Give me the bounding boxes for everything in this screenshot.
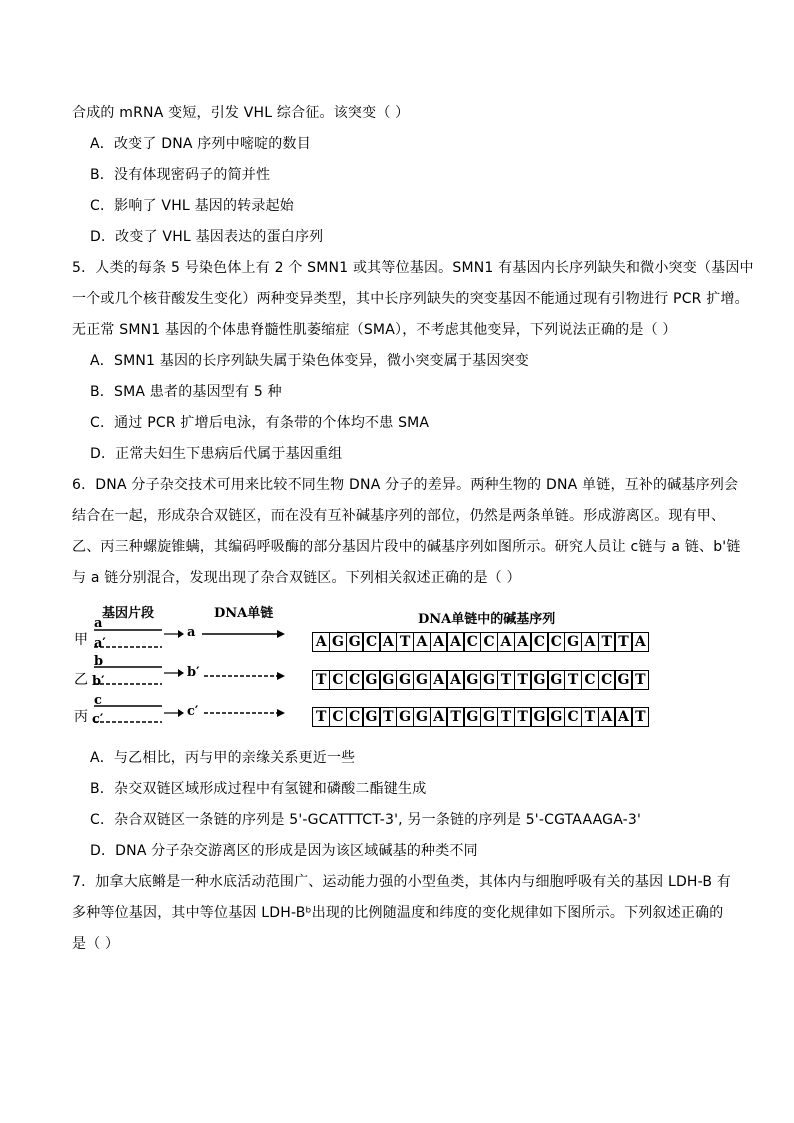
q5-option-c: C．通过 PCR 扩增后电泳，有条带的个体均不患 SMA: [90, 415, 430, 431]
strand-label-top: c: [94, 693, 102, 708]
q7-stem-line: 是（ ）: [72, 936, 120, 952]
base-box: T: [514, 707, 532, 727]
base-box: A: [430, 707, 448, 727]
sequence-row-jia: [312, 632, 648, 652]
dna-hybridization-diagram: [72, 600, 646, 740]
base-box: C: [346, 670, 364, 690]
q5-option-a: A．SMN1 基因的长序列缺失属于染色体变异，微小突变属于基因突变: [90, 353, 529, 369]
base-box: G: [463, 670, 481, 690]
base-box: C: [329, 670, 347, 690]
base-box: G: [413, 707, 431, 727]
base-box: G: [396, 707, 414, 727]
q6-stem-line: 6．DNA 分子杂交技术可用来比较不同生物 DNA 分子的差异。两种生物的 DNA 单链，互补的碱基序列会: [72, 477, 739, 493]
base-box: C: [362, 632, 380, 652]
base-box: C: [480, 632, 498, 652]
base-box: T: [312, 670, 330, 690]
strand-label-top: a: [94, 616, 103, 631]
q4-option-c: C．影响了 VHL 基因的转录起始: [90, 198, 294, 214]
q4-option-a: A．改变了 DNA 序列中嘧啶的数目: [90, 136, 311, 152]
base-box: A: [379, 632, 397, 652]
base-box: G: [463, 707, 481, 727]
base-box: T: [379, 707, 397, 727]
base-box: A: [312, 632, 330, 652]
q6-option-a: A．与乙相比，丙与甲的亲缘关系更近一些: [90, 750, 356, 766]
header-single-strand: DNA单链: [214, 606, 274, 621]
q4-stem: 合成的 mRNA 变短，引发 VHL 综合征。该突变（ ）: [72, 105, 410, 121]
base-box: C: [530, 632, 548, 652]
base-box: C: [463, 632, 481, 652]
q4-option-d: D．改变了 VHL 基因表达的蛋白序列: [90, 229, 324, 245]
q5-option-b: B．SMA 患者的基因型有 5 种: [90, 384, 282, 400]
base-box: T: [514, 670, 532, 690]
q6-stem-line: 乙、丙三种螺旋锥螨，其编码呼吸酶的部分基因片段中的碱基序列如图所示。研究人员让 c链与 a 链、b'链: [72, 539, 741, 555]
strand-label-single: c′: [187, 704, 199, 719]
base-box: G: [480, 670, 498, 690]
base-box: A: [581, 632, 599, 652]
base-box: T: [497, 707, 515, 727]
base-box: A: [514, 632, 532, 652]
base-box: G: [614, 670, 632, 690]
strand-label-single: a: [187, 625, 196, 640]
base-box: T: [631, 670, 649, 690]
base-box: T: [581, 707, 599, 727]
q6-option-b: B．杂交双链区域形成过程中有氢键和磷酸二酯键生成: [90, 781, 427, 797]
base-box: G: [547, 670, 565, 690]
base-box: T: [497, 670, 515, 690]
q6-stem-line: 结合在一起，形成杂合双链区，而在没有互补碱基序列的部位，仍然是两条单链。形成游离区。现有甲、: [72, 508, 726, 524]
base-box: A: [430, 632, 448, 652]
q5-stem-line: 5．人类的每条 5 号染色体上有 2 个 SMN1 或其等位基因。SMN1 有基因内长序列缺失和微小突变（基因中: [72, 260, 754, 276]
base-box: T: [446, 707, 464, 727]
base-box: G: [530, 670, 548, 690]
sequence-row-bing: [312, 707, 648, 727]
strand-label-bottom: c′: [92, 712, 104, 727]
base-box: T: [598, 632, 616, 652]
q5-stem-line: 一个或几个核苷酸发生变化）两种变异类型，其中长序列缺失的突变基因不能通过现有引物进行 PCR 扩增。: [72, 291, 749, 307]
q5-option-d: D．正常夫妇生下患病后代属于基因重组: [90, 446, 343, 462]
base-box: A: [497, 632, 515, 652]
base-box: G: [362, 707, 380, 727]
q6-stem-line: 与 a 链分别混合，发现出现了杂合双链区。下列相关叙述正确的是（ ）: [72, 570, 521, 586]
sequence-row-yi: [312, 670, 648, 690]
base-box: A: [446, 670, 464, 690]
base-box: A: [598, 707, 616, 727]
base-box: G: [362, 670, 380, 690]
strand-label-bottom: a′: [94, 636, 106, 651]
base-box: G: [547, 707, 565, 727]
base-box: A: [430, 670, 448, 690]
base-box: T: [631, 707, 649, 727]
base-box: A: [446, 632, 464, 652]
q7-stem-line: 7．加拿大底鳉是一种水底活动范围广、运动能力强的小型鱼类，其体内与细胞呼吸有关的基因 LDH-B 有: [72, 874, 732, 890]
row-label-jia: 甲: [74, 632, 88, 648]
base-box: G: [564, 632, 582, 652]
base-box: C: [547, 632, 565, 652]
strand-label-top: b: [94, 654, 104, 669]
q6-option-c: C．杂合双链区一条链的序列是 5'-GCATTTCT-3', 另一条链的序列是 5'-CGTAAAGA-3': [90, 812, 642, 828]
row-label-yi: 乙: [74, 672, 88, 688]
header-gene-fragment: 基因片段: [102, 606, 155, 621]
base-box: G: [530, 707, 548, 727]
base-box: G: [413, 670, 431, 690]
base-box: A: [614, 707, 632, 727]
base-box: G: [346, 632, 364, 652]
base-box: T: [564, 670, 582, 690]
base-box: G: [329, 632, 347, 652]
base-box: C: [346, 707, 364, 727]
q6-option-d: D．DNA 分子杂交游离区的形成是因为该区域碱基的种类不同: [90, 843, 478, 859]
q7-stem-line: 多种等位基因，其中等位基因 LDH-Bᵇ出现的比例随温度和纬度的变化规律如下图所示。下列叙述正确的: [72, 905, 724, 921]
base-box: G: [480, 707, 498, 727]
base-box: G: [396, 670, 414, 690]
base-box: T: [614, 632, 632, 652]
header-base-sequence: DNA单链中的碱基序列: [418, 612, 556, 627]
base-box: A: [631, 632, 649, 652]
q4-option-b: B．没有体现密码子的简并性: [90, 167, 271, 183]
strand-label-single: b′: [187, 665, 200, 680]
base-box: C: [598, 670, 616, 690]
base-box: G: [379, 670, 397, 690]
base-box: A: [413, 632, 431, 652]
base-box: C: [564, 707, 582, 727]
base-box: T: [396, 632, 414, 652]
row-label-bing: 丙: [74, 709, 88, 725]
q5-stem-line: 无正常 SMN1 基因的个体患脊髓性肌萎缩症（SMA），不考虑其他变异，下列说法正确的是（ ）: [72, 322, 677, 338]
strand-label-bottom: b′: [92, 674, 105, 689]
base-box: C: [581, 670, 599, 690]
base-box: C: [329, 707, 347, 727]
base-box: T: [312, 707, 330, 727]
